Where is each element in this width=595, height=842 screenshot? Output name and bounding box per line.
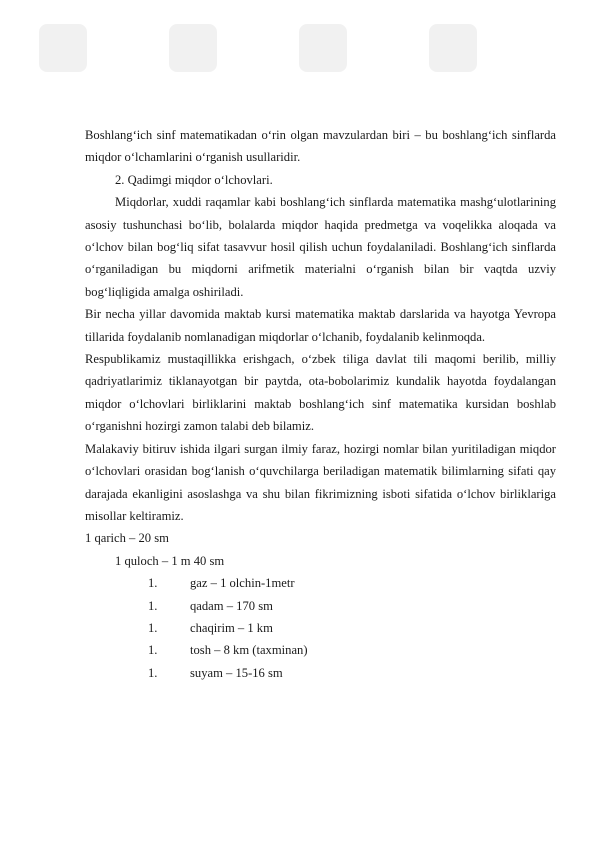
list-item-text: qadam – 170 sm <box>190 598 273 613</box>
list-item <box>85 595 556 617</box>
list-item-number: 1. <box>148 643 158 658</box>
document-page <box>85 124 556 684</box>
body-paragraph-4: Malakaviy bitiruv ishida ilgari surgan ilmiy faraz, hozirgi nomlar bilan yuritiladigan miqdor o‘lchovlari orasidan bog‘lanish o‘quvchilarga beriladigan matematik bilimlarning sifati qay darajada ekanligini asoslashga va shu bilan fikrimizning isboti sifatida o‘lchov birliklariga misollar keltiramiz. <box>85 441 556 523</box>
list-item-number: 1. <box>148 598 158 613</box>
list-item-text: suyam – 15-16 sm <box>190 665 283 680</box>
body-paragraph-1: Miqdorlar, xuddi raqamlar kabi boshlang‘ich sinflarda matematika mashg‘ulotlarining asosiy tushunchasi bo‘lib, bolalarda miqdor haqida predmetga va voqelikka aloqada va o‘lchov bilan bog‘liq sifat tasavvur hosil qilish uchun foydalaniladi. Boshlang‘ich sinflarda o‘rganiladigan bu miqdorni arifmetik materialni o‘rganish bilan bir vaqtda uzviy bog‘liqligida amalga oshiriladi. <box>85 195 556 299</box>
list-item-number: 1. <box>148 576 158 591</box>
list-item-text: chaqirim – 1 km <box>190 620 273 635</box>
section-heading: 2. Qadimgi miqdor o‘lchovlari. <box>115 172 273 187</box>
list-item-number: 1. <box>148 665 158 680</box>
watermark-logo <box>295 20 351 76</box>
list-item <box>85 617 556 639</box>
body-paragraph-3: Respublikamiz mustaqillikka erishgach, o‘zbek tiliga davlat tili maqomi berilib, milliy qadriyatlarimiz tiklanayotgan bir paytda, ota-bobolarimiz kundalik hayotda foydalangan miqdor o‘lchovlari birliklarini maktab boshlang‘ich sinf matematika kursidan boshlab o‘rganishni hozirgi zamon talabi deb bilamiz. <box>85 352 556 434</box>
list-item-number: 1. <box>148 620 158 635</box>
list-item-text: gaz – 1 olchin-1metr <box>190 576 295 591</box>
list-item <box>85 639 556 661</box>
list-item <box>85 662 556 684</box>
measures-list <box>85 572 556 684</box>
list-item-text: tosh – 8 km (taxminan) <box>190 643 308 658</box>
measure-line-qarich: 1 qarich – 20 sm <box>85 531 169 546</box>
intro-paragraph: Boshlang‘ich sinf matematikadan o‘rin olgan mavzulardan biri – bu boshlang‘ich sinflarda miqdor o‘lchamlarini o‘rganish usullaridir. <box>85 128 556 165</box>
watermark-logo <box>165 20 221 76</box>
watermark-logo <box>425 20 481 76</box>
body-paragraph-2: Bir necha yillar davomida maktab kursi matematika maktab darslarida va hayotga Yevropa tillarida foydalanib nomlanadigan miqdorlar o‘lchanib, foydalanib kelinmoqda. <box>85 307 556 344</box>
watermark-logo <box>35 20 91 76</box>
measure-line-quloch: 1 quloch – 1 m 40 sm <box>115 553 225 568</box>
list-item <box>85 572 556 594</box>
